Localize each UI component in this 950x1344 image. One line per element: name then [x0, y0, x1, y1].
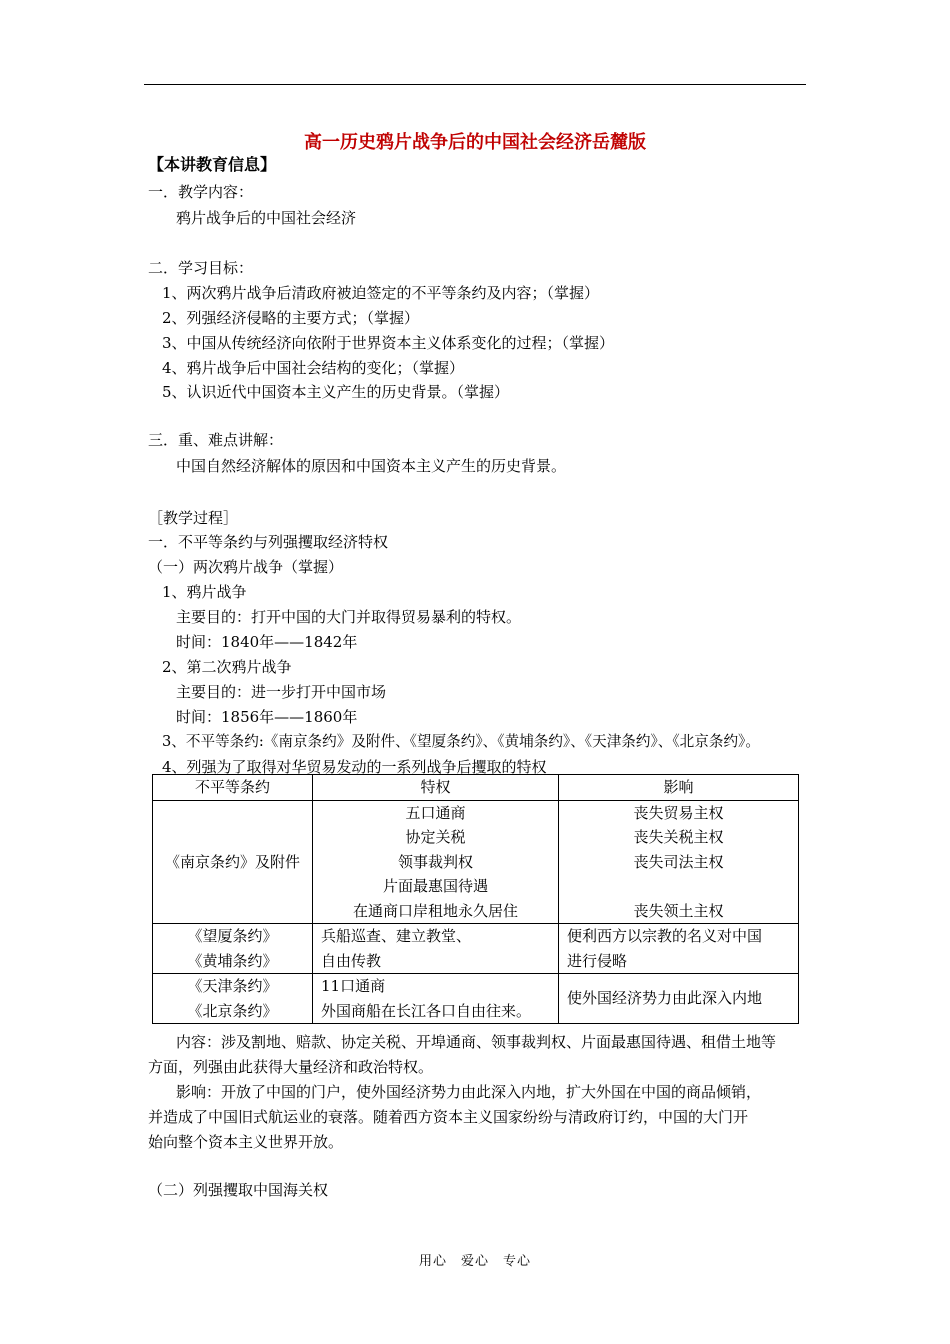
effect-cell — [559, 800, 799, 924]
sub1-heading: （一）两次鸦片战争（掌握） — [148, 558, 344, 576]
privilege-line: 五口通商 — [405, 803, 466, 822]
goal-item: 4、鸦片战争后中国社会结构的变化；（掌握） — [162, 359, 465, 377]
effect-line: 丧失领土主权 — [633, 901, 724, 920]
part1-heading: 一．不平等条约与列强攫取经济特权 — [148, 533, 389, 551]
process-line: 主要目的：打开中国的大门并取得贸易暴利的特权。 — [176, 608, 522, 626]
table-header-cell: 影响 — [559, 775, 799, 801]
effect-line: 丧失司法主权 — [633, 852, 724, 871]
effect-cell: 使外国经济势力由此深入内地 — [559, 974, 799, 1024]
s1-label: 一．教学内容： — [148, 183, 254, 201]
impact-line: 并造成了中国旧式航运业的衰落。随着西方资本主义国家纷纷与清政府订约，中国的大门开 — [148, 1108, 749, 1126]
treaty-cell — [153, 974, 313, 1024]
effect-line: 丧失关税主权 — [633, 828, 724, 846]
section-heading: 【本讲教育信息】 — [148, 155, 277, 174]
process-line: 1、鸦片战争 — [162, 583, 247, 601]
privilege-line: 领事裁判权 — [397, 852, 473, 871]
s1-content: 鸦片战争后的中国社会经济 — [176, 209, 357, 227]
table-row — [153, 800, 799, 924]
page-footer: 用心 爱心 专心 — [418, 1254, 531, 1269]
table-header-row — [153, 775, 799, 801]
impact-line: 影响：开放了中国的门户，使外国经济势力由此深入内地，扩大外国在中国的商品倾销， — [176, 1083, 762, 1101]
table-row — [153, 974, 799, 1024]
privilege-cell — [313, 924, 559, 974]
header-rule — [144, 84, 806, 85]
privilege-line: 协定关税 — [405, 828, 466, 846]
treaty-line: 《黄埔条约》 — [187, 951, 278, 970]
s3-content: 中国自然经济解体的原因和中国资本主义产生的历史背景。 — [176, 457, 567, 475]
process-line: 主要目的：进一步打开中国市场 — [176, 683, 387, 701]
process-line: 时间：1840年——1842年 — [176, 633, 358, 651]
privilege-line: 在通商口岸租地永久居住 — [352, 901, 518, 920]
process-line: 2、第二次鸦片战争 — [162, 658, 292, 676]
process-line: 4、列强为了取得对华贸易发动的一系列战争后攫取的特权 — [162, 758, 547, 776]
treaty-line: 《天津条约》 — [187, 977, 278, 995]
privilege-line: 11口通商 — [321, 977, 386, 995]
privilege-line: 外国商船在长江各口自由往来。 — [321, 1001, 532, 1020]
privilege-cell — [313, 974, 559, 1024]
treaty-line: 《北京条约》 — [187, 1001, 278, 1020]
treaty-cell — [153, 924, 313, 974]
goal-item: 3、中国从传统经济向依附于世界资本主义体系变化的过程；（掌握） — [162, 334, 615, 352]
s3-label: 三．重、难点讲解： — [148, 431, 284, 449]
goal-item: 2、列强经济侵略的主要方式；（掌握） — [162, 309, 420, 327]
process-label: ［教学过程］ — [148, 509, 239, 527]
privilege-line: 兵船巡查、建立教堂、 — [321, 927, 472, 945]
process-line: 时间：1856年——1860年 — [176, 708, 358, 726]
sub2-heading: （二）列强攫取中国海关权 — [148, 1181, 329, 1199]
effect-cell — [559, 924, 799, 974]
goal-item: 5、认识近代中国资本主义产生的历史背景。（掌握） — [162, 383, 510, 401]
table-header-cell: 不平等条约 — [153, 775, 313, 801]
treaty-cell: 《南京条约》及附件 — [153, 800, 313, 924]
process-line: 3、不平等条约:《南京条约》及附件、《望厦条约》、《黄埔条约》、《天津条约》、《北京条约》。 — [162, 733, 760, 750]
privileges-table — [152, 774, 799, 1024]
privilege-line: 片面最惠国待遇 — [382, 877, 488, 895]
table-header-cell: 特权 — [313, 775, 559, 801]
privilege-line: 自由传教 — [321, 951, 382, 970]
goal-item: 1、两次鸦片战争后清政府被迫签定的不平等条约及内容；（掌握） — [162, 284, 600, 302]
content-line: 方面，列强由此获得大量经济和政治特权。 — [148, 1058, 434, 1076]
effect-line: 进行侵略 — [567, 951, 628, 970]
privilege-cell — [313, 800, 559, 924]
effect-line: 便利西方以宗教的名义对中国 — [567, 927, 763, 945]
impact-line: 始向整个资本主义世界开放。 — [148, 1133, 344, 1151]
treaty-line: 《望厦条约》 — [187, 927, 278, 945]
table-row — [153, 924, 799, 974]
s2-label: 二．学习目标： — [148, 259, 254, 277]
effect-line: 丧失贸易主权 — [633, 803, 724, 822]
content-line: 内容：涉及割地、赔款、协定关税、开埠通商、领事裁判权、片面最惠国待遇、租借土地等 — [176, 1033, 777, 1051]
effect-line — [567, 874, 790, 899]
document-title: 高一历史鸦片战争后的中国社会经济岳麓版 — [304, 132, 646, 153]
